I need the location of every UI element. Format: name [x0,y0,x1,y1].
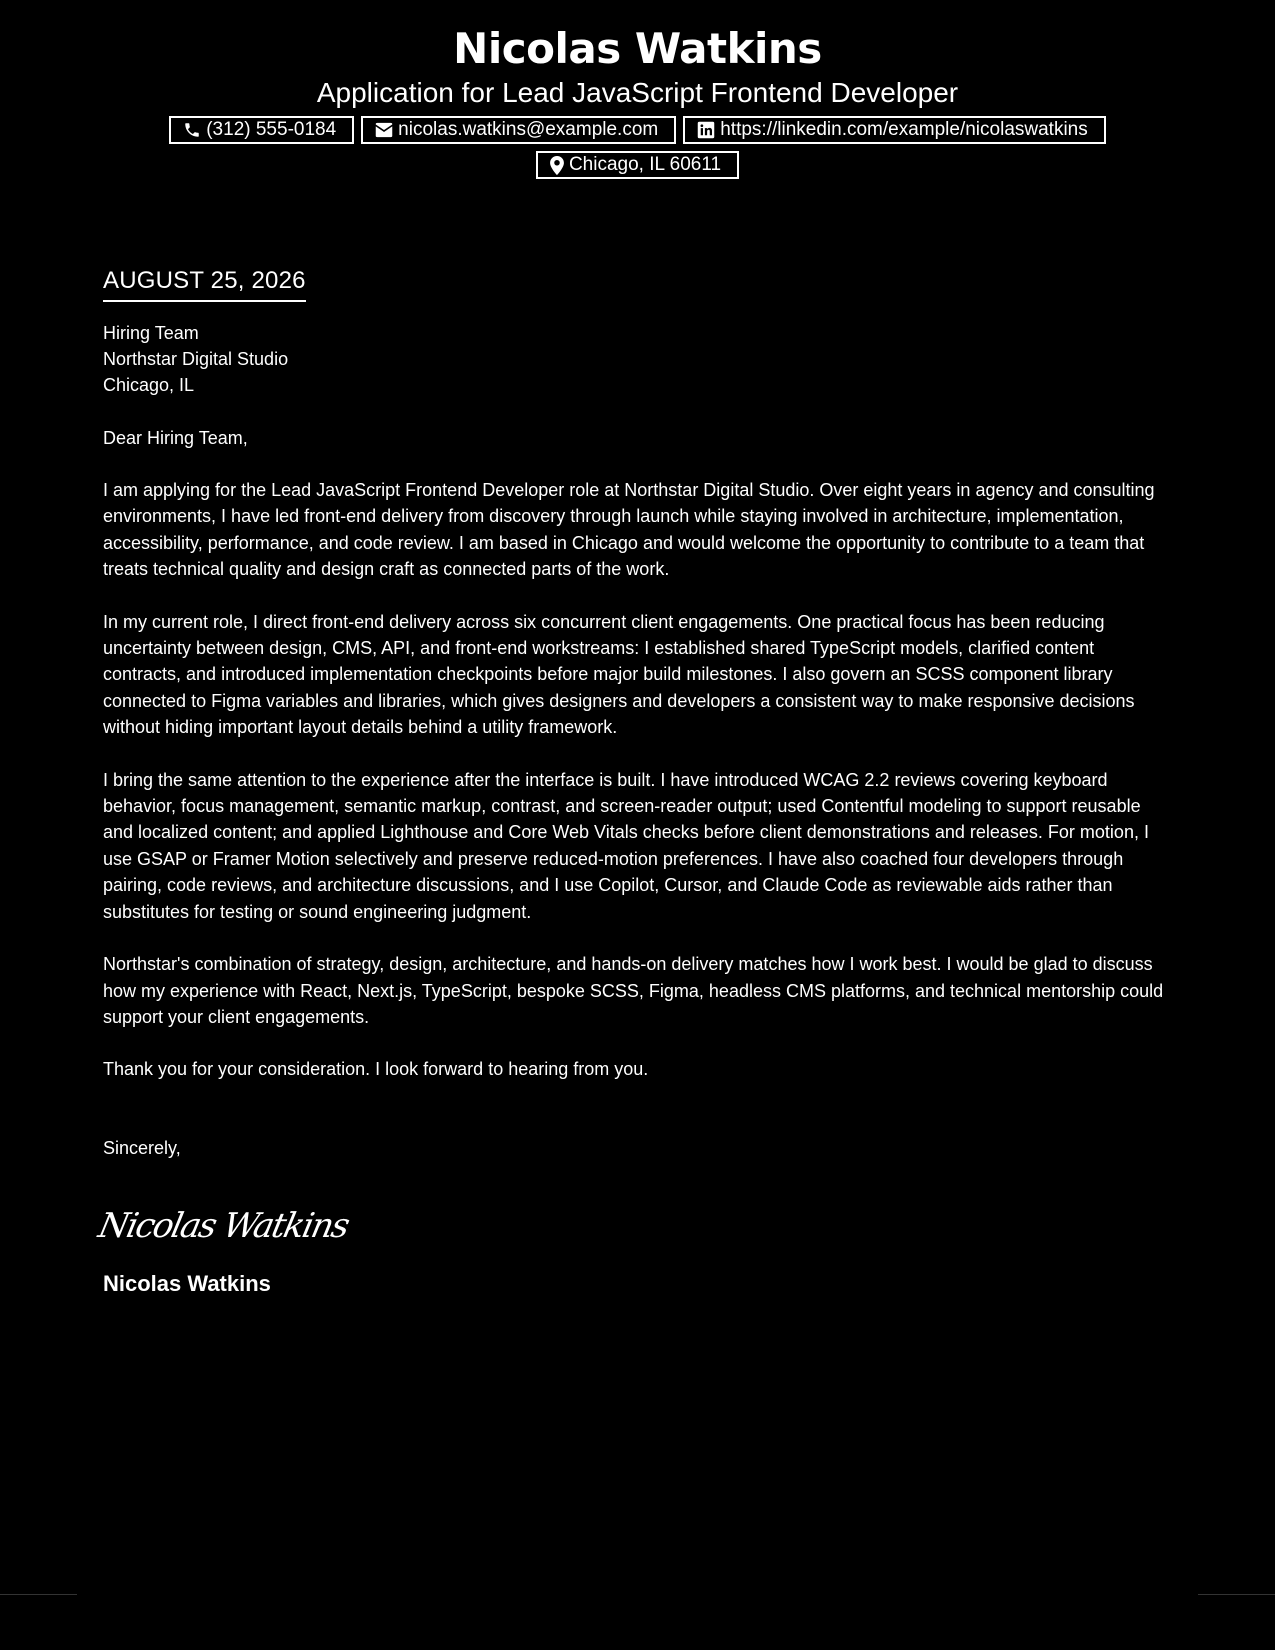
paragraph: I bring the same attention to the experience after the interface is built. I have introduced WCAG 2.2 reviews covering keyboard behavior, focus management, semantic markup, contrast, and screen-reader output; used Contentful modeling to support reusable and localized content; and applied Lighthouse and Core Web Vitals checks before client demonstrations and releases. For motion, I use GSAP or Framer Motion selectively and preserve reduced-motion preferences. I have also coached four developers through pairing, code reviews, and architecture discussions, and I use Copilot, Cursor, and Claude Code as reviewable aids rather than substitutes for testing or sound engineering judgment. [103,769,1149,922]
recipient-city: Chicago, IL [103,375,195,395]
signature-script: Nicolas Watkins [95,1206,354,1246]
location-contact [536,151,739,179]
recipient-block [103,320,1173,398]
footer-rule-right [1198,1594,1275,1595]
recipient-company: Northstar Digital Studio [103,349,289,369]
paragraph: Thank you for your consideration. I look forward to hearing from you. [103,1059,649,1080]
linkedin-text: https://linkedin.com/example/nicolaswatkins [720,119,1088,140]
recipient-line: Hiring Team [103,323,199,343]
phone-icon [183,121,201,139]
linkedin-contact[interactable] [683,116,1106,144]
signature-graphic [95,1199,373,1249]
paragraph: In my current role, I direct front-end delivery across six concurrent client engagements. One practical focus has been reducing uncertainty between design, CMS, API, and front-end workstreams: I established shared TypeScript models, clarified content contracts, and introduced implementation checkpoints before major build milestones. I also govern an SCSS component library connected to Figma variables and libraries, which gives designers and developers a consistent way to make responsive decisions without hiding important layout details behind a utility framework. [103,611,1135,738]
letter-date: AUGUST 25, 2026 [103,262,306,302]
email-contact[interactable] [361,116,676,144]
application-subtitle: Application for Lead JavaScript Frontend Developer [316,77,959,108]
footer-rule-left [0,1594,77,1595]
closing: Sincerely, [103,1137,181,1158]
paragraph: Northstar's combination of strategy, design, architecture, and hands-on delivery matches how I work best. I would be glad to discuss how my experience with React, Next.js, TypeScript, bespoke SCSS, Figma, headless CMS platforms, and technical mentorship could support your client engagements. [103,954,1164,1027]
handwritten-signature [95,1199,1173,1249]
letter-header [0,22,1275,179]
map-pin-icon [550,156,564,175]
signer-name: Nicolas Watkins [103,1270,271,1296]
location-text: Chicago, IL 60611 [568,154,722,175]
contact-list [138,116,1138,179]
letter-body [95,262,1173,1299]
phone-text: (312) 555-0184 [206,119,337,140]
phone-contact[interactable] [169,116,354,144]
salutation: Dear Hiring Team, [103,428,248,448]
paragraph: I am applying for the Lead JavaScript Frontend Developer role at Northstar Digital Studio. Over eight years in agency and consulting environments, I have led front-end delivery from discovery through launch while staying involved in architecture, implementation, accessibility, performance, and code review. I am based in Chicago and would welcome the opportunity to contribute to a team that treats technical quality and design craft as connected parts of the work. [103,480,1155,580]
applicant-name: Nicolas Watkins [453,24,822,73]
linkedin-icon [697,121,715,139]
envelope-icon [375,122,393,138]
email-text: nicolas.watkins@example.com [398,119,659,140]
